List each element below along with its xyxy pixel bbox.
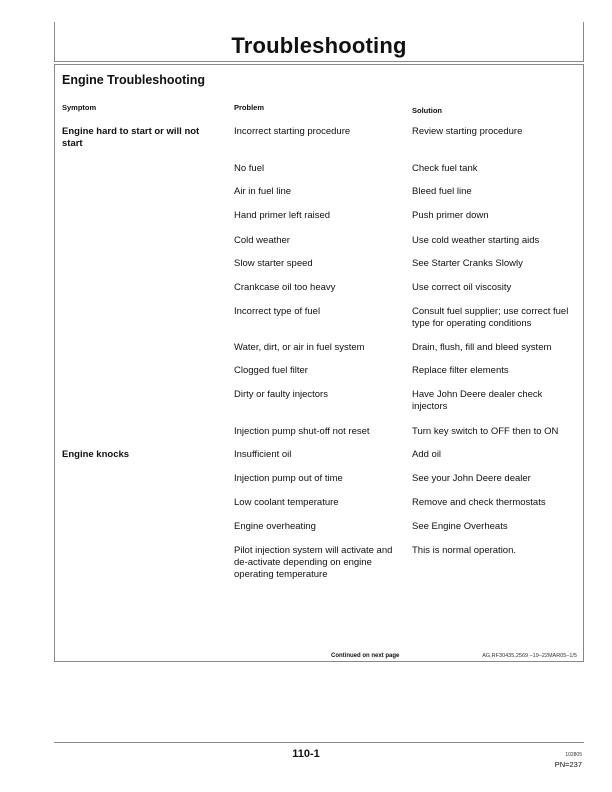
problem-cell: Slow starter speed <box>234 258 313 269</box>
solution-cell: Turn key switch to OFF then to ON <box>412 426 559 437</box>
symptom-cell: Engine knocks <box>62 449 130 460</box>
solution-cell: See your John Deere dealer <box>412 473 531 484</box>
solution-cell: Review starting procedure <box>412 126 523 137</box>
troubleshooting-table <box>54 64 584 662</box>
solution-cell: See Starter Cranks Slowly <box>412 258 523 269</box>
solution-cell: Replace filter elements <box>412 365 509 376</box>
problem-cell: Cold weather <box>234 235 290 246</box>
solution-cell: Add oil <box>412 449 442 460</box>
title-box <box>54 22 584 62</box>
page-title: Troubleshooting <box>231 33 407 58</box>
solution-cell: Bleed fuel line <box>412 186 472 197</box>
solution-cell: Use cold weather starting aids <box>412 235 540 246</box>
page-number: 110-1 <box>292 748 320 760</box>
problem-cell: Insufficient oil <box>234 449 292 460</box>
footer-rule <box>54 742 584 743</box>
problem-cell: Clogged fuel filter <box>234 365 308 376</box>
problem-cell: Crankcase oil too heavy <box>234 282 336 293</box>
problem-cell: Incorrect starting procedure <box>234 126 351 137</box>
problem-cell: Dirty or faulty injectors <box>234 389 328 400</box>
problem-cell: Incorrect type of fuel <box>234 306 321 317</box>
solution-cell: Remove and check thermostats <box>412 497 546 508</box>
solution-cell: This is normal operation. <box>412 545 517 556</box>
symptom-cell: Engine hard to start or will not start <box>62 126 200 149</box>
solution-cell: Have John Deere dealer check injectors <box>412 389 543 412</box>
header-problem: Problem <box>234 103 265 112</box>
problem-cell: Engine overheating <box>234 521 316 532</box>
header-symptom: Symptom <box>62 103 97 112</box>
problem-cell: Injection pump shut-off not reset <box>234 426 370 437</box>
solution-cell: Consult fuel supplier; use correct fuel type for operating conditions <box>412 306 569 329</box>
problem-cell: Pilot injection system will activate and de-activate depending on engine operating temperature <box>234 545 393 580</box>
problem-cell: Hand primer left raised <box>234 210 331 221</box>
solution-cell: Use correct oil viscosity <box>412 282 512 293</box>
footer-pn: PN=237 <box>554 760 582 769</box>
solution-cell: Push primer down <box>412 210 489 221</box>
document-code: AG,RF30435,2569 –19–22MAR05–1/5 <box>482 653 577 659</box>
problem-cell: Injection pump out of time <box>234 473 343 484</box>
header-solution: Solution <box>412 106 442 115</box>
continued-note: Continued on next page <box>331 653 400 659</box>
footer-code: 102805 <box>565 752 582 758</box>
problem-cell: No fuel <box>234 163 265 174</box>
problem-cell: Low coolant temperature <box>234 497 339 508</box>
solution-cell: See Engine Overheats <box>412 521 508 532</box>
section-title: Engine Troubleshooting <box>62 73 206 87</box>
problem-cell: Air in fuel line <box>234 186 292 197</box>
solution-cell: Check fuel tank <box>412 163 478 174</box>
solution-cell: Drain, flush, fill and bleed system <box>412 342 552 353</box>
problem-cell: Water, dirt, or air in fuel system <box>234 342 365 353</box>
